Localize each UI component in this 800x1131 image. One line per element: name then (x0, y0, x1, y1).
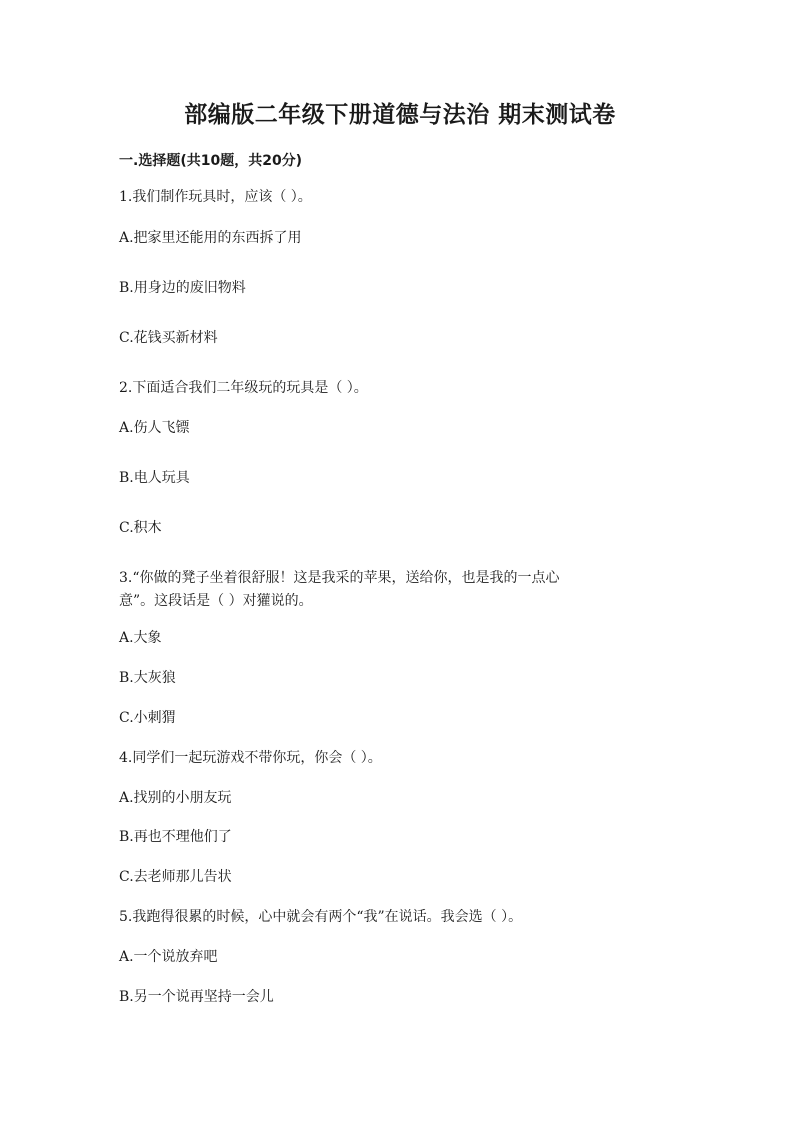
question-3-option-a: A.大象 (119, 630, 162, 646)
section-heading: 一.选择题(共10题，共20分) (119, 153, 303, 169)
question-2-option-b: B.电人玩具 (119, 470, 190, 486)
question-2-option-c: C.积木 (119, 520, 162, 536)
question-3-option-b: B.大灰狼 (119, 670, 176, 686)
question-1-stem: 1.我们制作玩具时，应该（ ）。 (119, 189, 312, 205)
question-4-option-a: A.找别的小朋友玩 (119, 790, 232, 806)
question-3-option-c: C.小刺猬 (119, 710, 176, 726)
question-4-option-b: B.再也不理他们了 (119, 829, 232, 845)
question-5-stem: 5.我跑得很累的时候，心中就会有两个“我”在说话。我会选（ ）。 (119, 909, 523, 925)
question-4-stem: 4.同学们一起玩游戏不带你玩，你会（ ）。 (119, 750, 382, 766)
question-4-option-c: C.去老师那儿告状 (119, 869, 232, 885)
question-1-option-a: A.把家里还能用的东西拆了用 (119, 230, 302, 246)
question-1-option-c: C.花钱买新材料 (119, 330, 218, 346)
question-5-option-b: B.另一个说再坚持一会儿 (119, 989, 274, 1005)
page-title: 部编版二年级下册道德与法治 期末测试卷 (184, 102, 616, 128)
question-1-option-b: B.用身边的废旧物料 (119, 280, 246, 296)
question-2-stem: 2.下面适合我们二年级玩的玩具是（ ）。 (119, 380, 368, 396)
question-5-option-a: A.一个说放弃吧 (119, 949, 218, 965)
question-3-stem-line-2: 意”。这段话是（ ）对獾说的。 (119, 593, 313, 609)
question-3-stem-line-1: 3.“你做的凳子坐着很舒服！这是我采的苹果，送给你，也是我的一点心 (119, 570, 560, 586)
question-2-option-a: A.伤人飞镖 (119, 420, 190, 436)
